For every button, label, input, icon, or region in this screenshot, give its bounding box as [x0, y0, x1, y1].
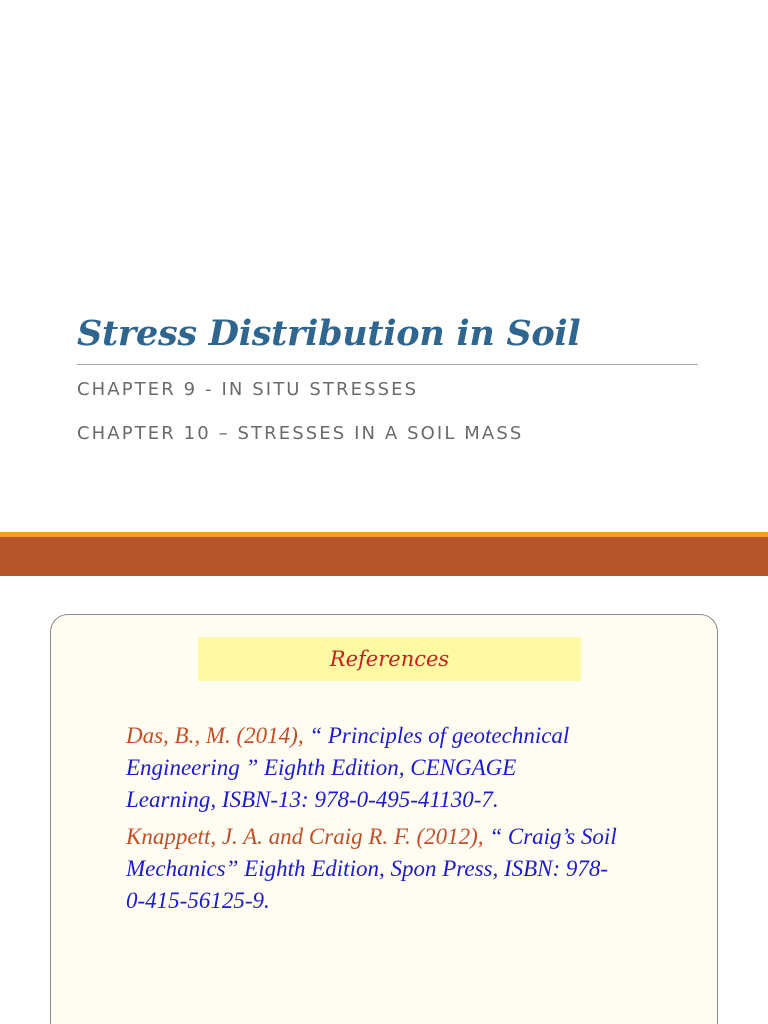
- subtitle-chapter-9: CHAPTER 9 - IN SITU STRESSES: [77, 379, 419, 400]
- reference-line: Engineering ” Eighth Edition, CENGAGE: [126, 755, 517, 780]
- reference-title-start: “ Principles of geotechnical: [309, 723, 570, 748]
- reference-line: Mechanics” Eighth Edition, Spon Press, ISBN: 978-: [126, 856, 609, 881]
- reference-das: [126, 720, 686, 816]
- subtitle-chapter-10: CHAPTER 10 – STRESSES IN A SOIL MASS: [77, 423, 524, 444]
- reference-line: Learning, ISBN-13: 978-0-495-41130-7.: [126, 787, 499, 812]
- references-heading: References: [329, 647, 450, 671]
- slide-title: Stress Distribution in Soil: [77, 313, 581, 354]
- accent-band-rust: [0, 537, 768, 576]
- reference-line: 0-415-56125-9.: [126, 888, 270, 913]
- reference-author: Das, B., M. (2014),: [126, 723, 310, 748]
- reference-title-start: “ Craig’s Soil: [489, 824, 617, 849]
- reference-author: Knappett, J. A. and Craig R. F. (2012),: [126, 824, 490, 849]
- title-divider: [77, 364, 698, 365]
- reference-knappett-craig: [126, 821, 686, 917]
